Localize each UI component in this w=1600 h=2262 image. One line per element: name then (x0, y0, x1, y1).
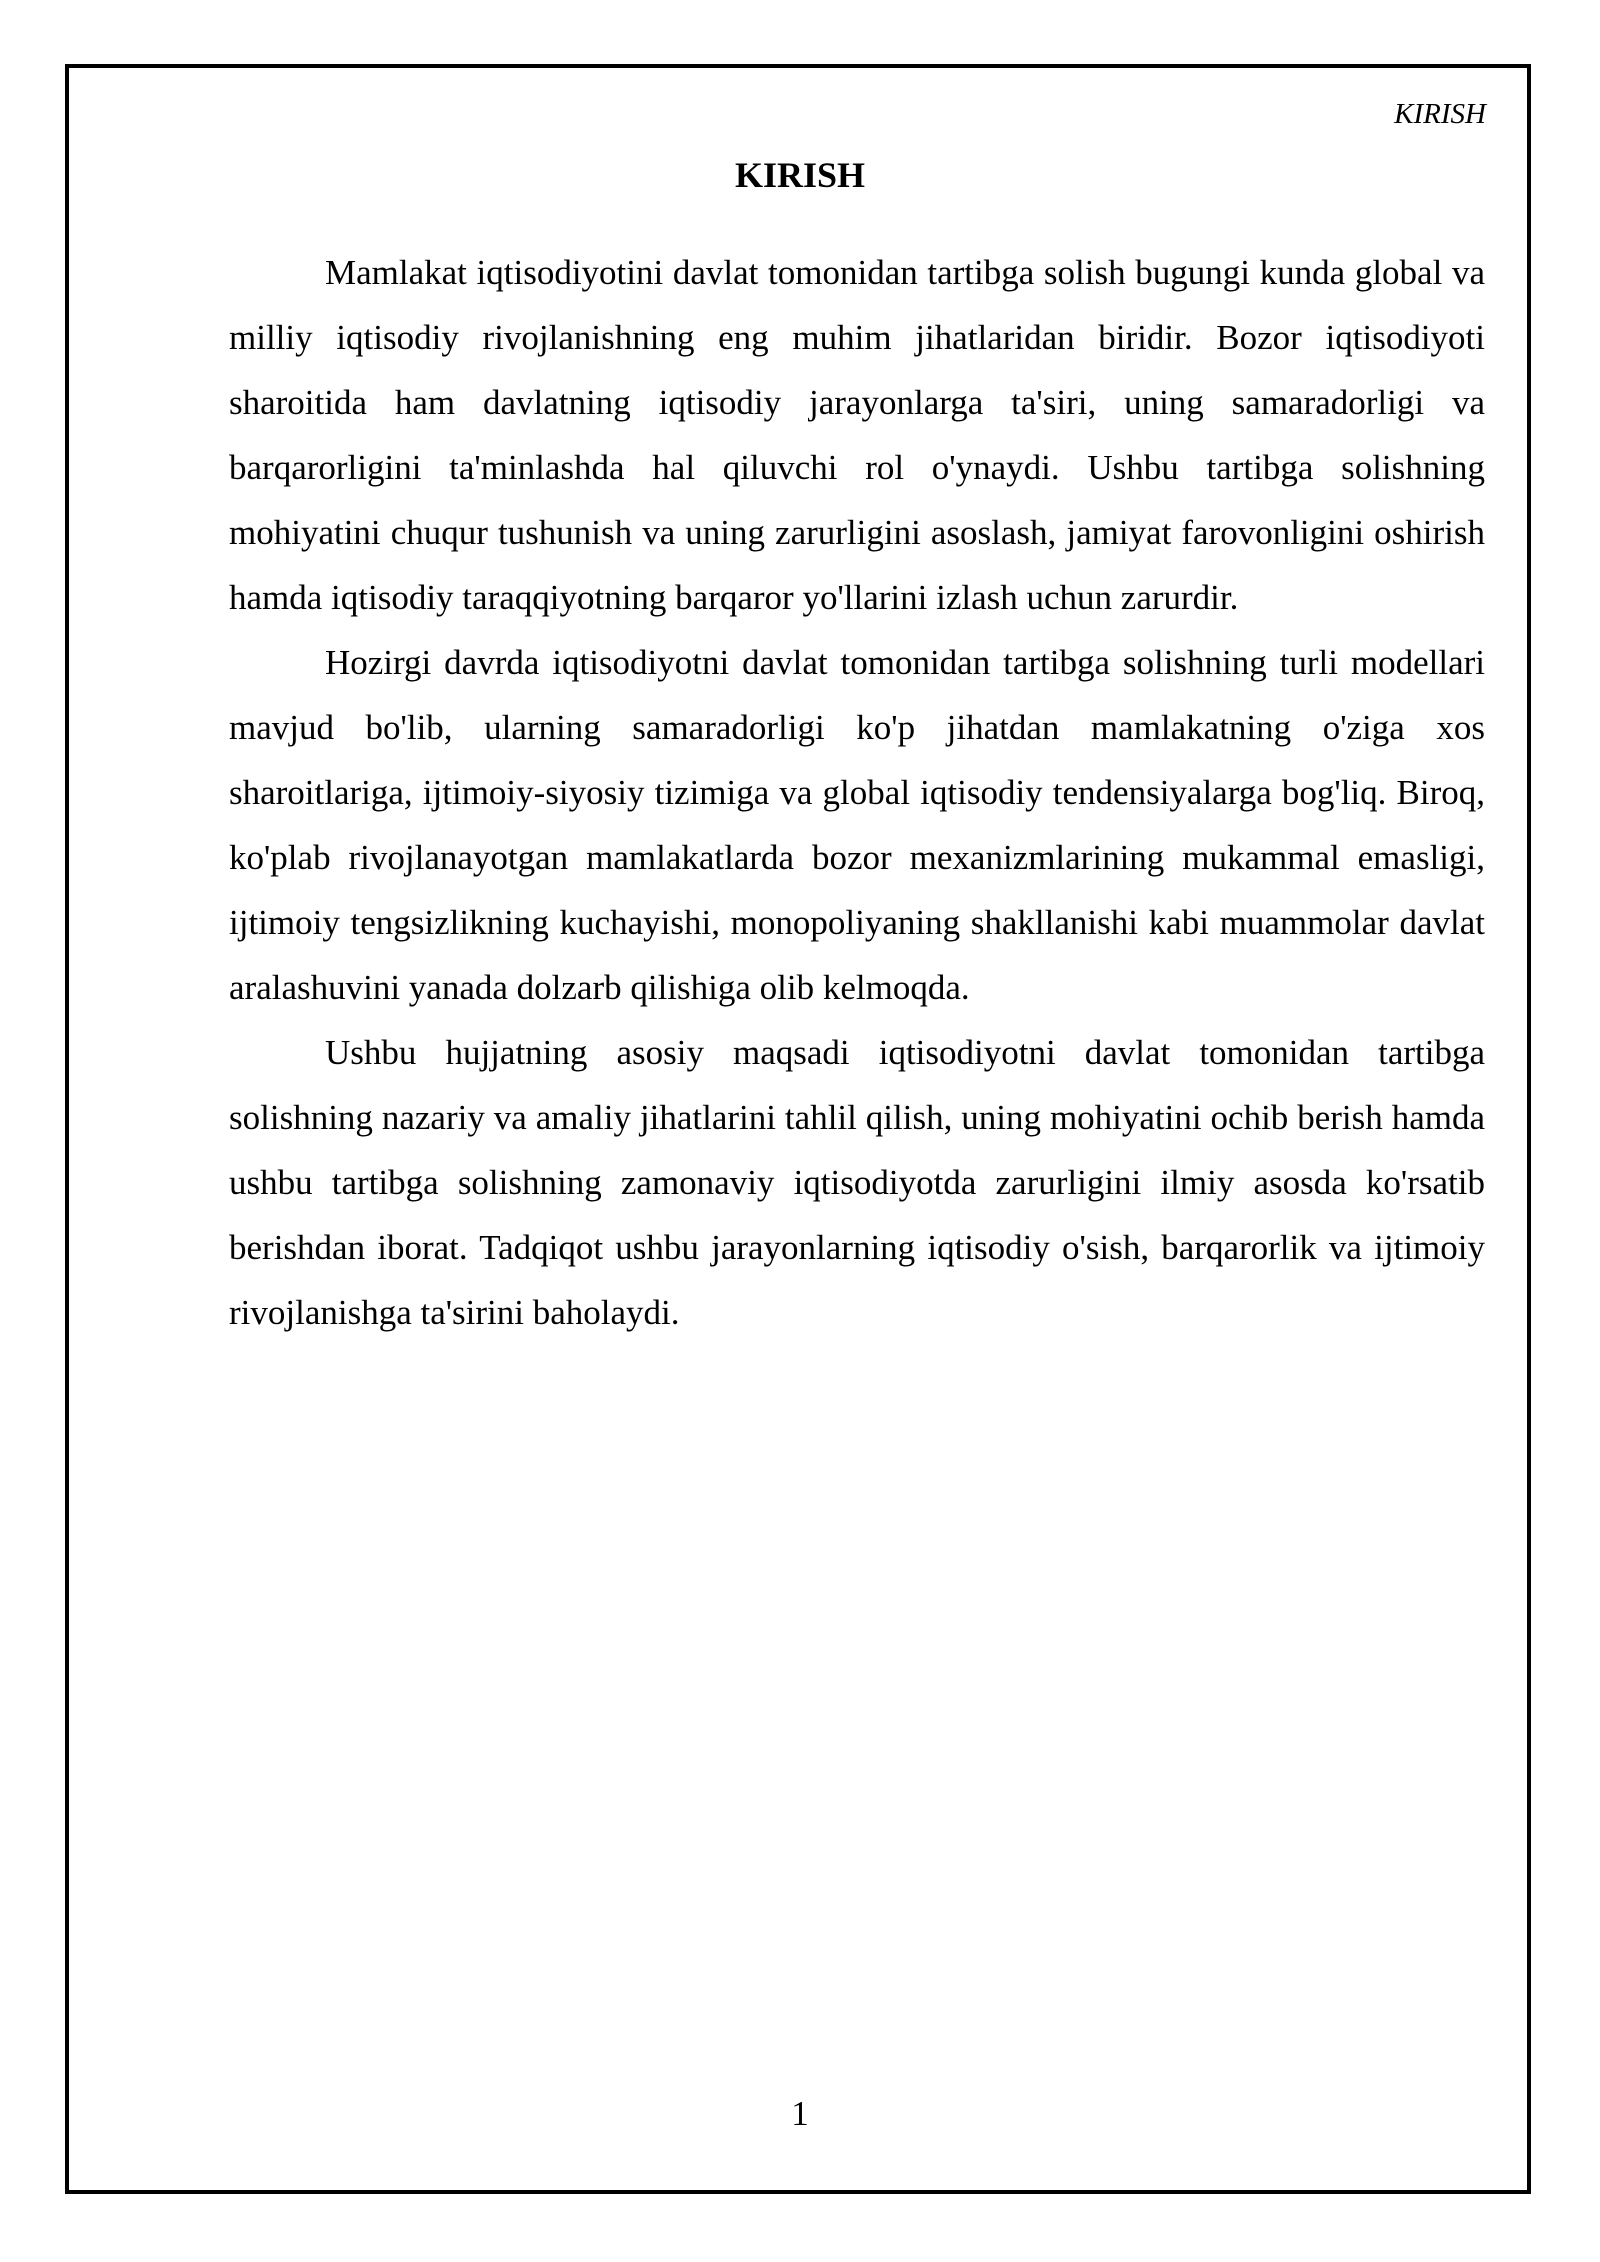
page-number: 1 (791, 2094, 809, 2133)
running-header: KIRISH (1394, 98, 1486, 130)
paragraph-3: Ushbu hujjatning asosiy maqsadi iqtisodiyotni davlat tomonidan tartibga solishning nazariy va amaliy jihatlarini tahlil qilish, uning mohiyatini ochib berish hamda ushbu tartibga solishning zamonaviy iqtisodiyotda zarurligini ilmiy asosda ko'rsatib berishdan iborat. Tadqiqot ushbu jarayonlarning iqtisodiy o'sish, barqarorlik va ijtimoiy rivojlanishga ta'sirini baholaydi. (229, 1033, 1485, 1332)
paragraph-1: Mamlakat iqtisodiyotini davlat tomonidan tartibga solish bugungi kunda global va milliy iqtisodiy rivojlanishning eng muhim jihatlaridan biridir. Bozor iqtisodiyoti sharoitida ham davlatning iqtisodiy jarayonlarga ta'siri, uning samaradorligi va barqarorligini ta'minlashda hal qiluvchi rol o'ynaydi. Ushbu tartibga solishning mohiyatini chuqur tushunish va uning zarurligini asoslash, jamiyat farovonligini oshirish hamda iqtisodiy taraqqiyotning barqaror yo'llarini izlash uchun zarurdir. (229, 253, 1485, 617)
page-title: KIRISH (734, 155, 866, 195)
paragraph-2: Hozirgi davrda iqtisodiyotni davlat tomonidan tartibga solishning turli modellari mavjud bo'lib, ularning samaradorligi ko'p jihatdan mamlakatning o'ziga xos sharoitlariga, ijtimoiy-siyosiy tizimiga va global iqtisodiy tendensiyalarga bog'liq. Biroq, ko'plab rivojlanayotgan mamlakatlarda bozor mexanizmlarining mukammal emasligi, ijtimoiy tengsizlikning kuchayishi, monopoliyaning shakllanishi kabi muammolar davlat aralashuvini yanada dolzarb qilishiga olib kelmoqda. (229, 643, 1485, 1007)
body-text (229, 240, 1485, 1345)
